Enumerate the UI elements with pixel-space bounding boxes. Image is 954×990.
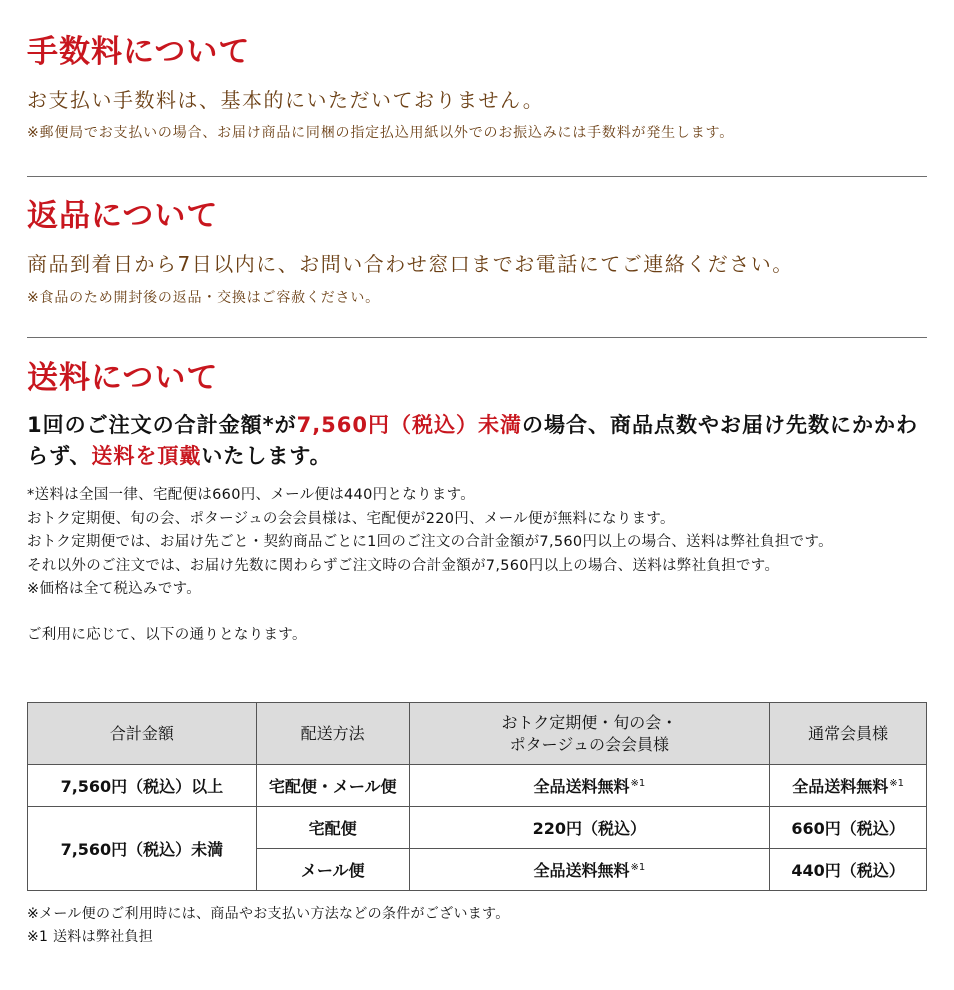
- divider: [27, 337, 927, 338]
- cell-regular-value: 全品送料無料: [792, 777, 889, 796]
- lead-highlight-threshold: 7,560円（税込）未満: [296, 413, 523, 437]
- cell-amount: 7,560円（税込）以上: [28, 765, 257, 807]
- shipping-notes: [27, 484, 927, 602]
- cell-member: 220円（税込）: [409, 807, 770, 849]
- header-delivery-method: 配送方法: [256, 703, 409, 765]
- cell-method: メール便: [256, 849, 409, 891]
- cell-method: 宅配便: [256, 807, 409, 849]
- return-title: 返品について: [27, 198, 219, 234]
- lead-text: の場合、商品点数やお届け先数にかかわらず、: [27, 413, 919, 468]
- return-lead: 商品到着日から7日以内に、お問い合わせ窓口までお電話にてご連絡ください。: [27, 252, 794, 276]
- shipping-note: それ以外のご注文では、お届け先数に関わらずご注文時の合計金額が7,560円以上の場合、送料は弊社負担です。: [27, 557, 780, 574]
- lead-text: 1回のご注文の合計金額*が: [27, 413, 297, 437]
- cell-amount: 7,560円（税込）未満: [28, 807, 257, 891]
- lead-highlight-fee: 送料を頂戴: [91, 444, 202, 468]
- fee-title: 手数料について: [27, 34, 251, 70]
- footnote-ref: ※1: [630, 778, 646, 789]
- cell-regular: 660円（税込）: [770, 807, 927, 849]
- shipping-fee-table: [27, 702, 927, 891]
- table-row: [28, 807, 927, 849]
- table-row: [28, 765, 927, 807]
- shipping-title: 送料について: [27, 360, 219, 396]
- footnote-ref: ※1: [889, 778, 904, 789]
- cell-member: [409, 765, 770, 807]
- shipping-note: おトク定期便では、お届け先ごと・契約商品ごとに1回のご注文の合計金額が7,560円以上の場合、送料は弊社負担です。: [27, 534, 833, 550]
- fee-lead: お支払い手数料は、基本的にいただいておりません。: [27, 88, 545, 112]
- footnote-ref: ※1: [630, 862, 646, 873]
- return-section: [27, 196, 927, 308]
- divider: [27, 176, 927, 177]
- return-note: ※食品のため開封後の返品・交換はご容赦ください。: [27, 290, 380, 306]
- cell-regular: 440円（税込）: [770, 849, 927, 891]
- header-regular-member: 通常会員様: [770, 703, 927, 765]
- shipping-note: おトク定期便、旬の会、ポタージュの会会員様は、宅配便が220円、メール便が無料になります。: [27, 510, 675, 527]
- header-member-line1: おトク定期便・旬の会・: [501, 712, 678, 732]
- shipping-section: [27, 358, 927, 647]
- footnote: ※1 送料は弊社負担: [27, 929, 154, 945]
- fee-section: [27, 32, 927, 143]
- cell-member: [409, 849, 770, 891]
- header-member-line2: ポタージュの会会員様: [509, 734, 670, 754]
- shipping-note: *送料は全国一律、宅配便は660円、メール便は440円となります。: [27, 487, 476, 503]
- fee-note: ※郵便局でお支払いの場合、お届け商品に同梱の指定払込用紙以外でのお振込みには手数料が発生します。: [27, 125, 735, 141]
- cell-method: 宅配便・メール便: [256, 765, 409, 807]
- cell-member-value: 全品送料無料: [533, 861, 630, 880]
- header-member: [409, 703, 770, 765]
- shipping-note: ※価格は全て税込みです。: [27, 581, 202, 597]
- cell-regular: [770, 765, 927, 807]
- footnote: ※メール便のご利用時には、商品やお支払い方法などの条件がございます。: [27, 906, 510, 922]
- header-total-amount: 合計金額: [28, 703, 257, 765]
- shipping-lead: [27, 410, 927, 472]
- table-footnotes: [27, 903, 510, 949]
- cell-member-value: 全品送料無料: [533, 777, 630, 796]
- lead-text: いたします。: [201, 444, 332, 468]
- table-header-row: [28, 703, 927, 765]
- table-intro: ご利用に応じて、以下の通りとなります。: [27, 626, 307, 643]
